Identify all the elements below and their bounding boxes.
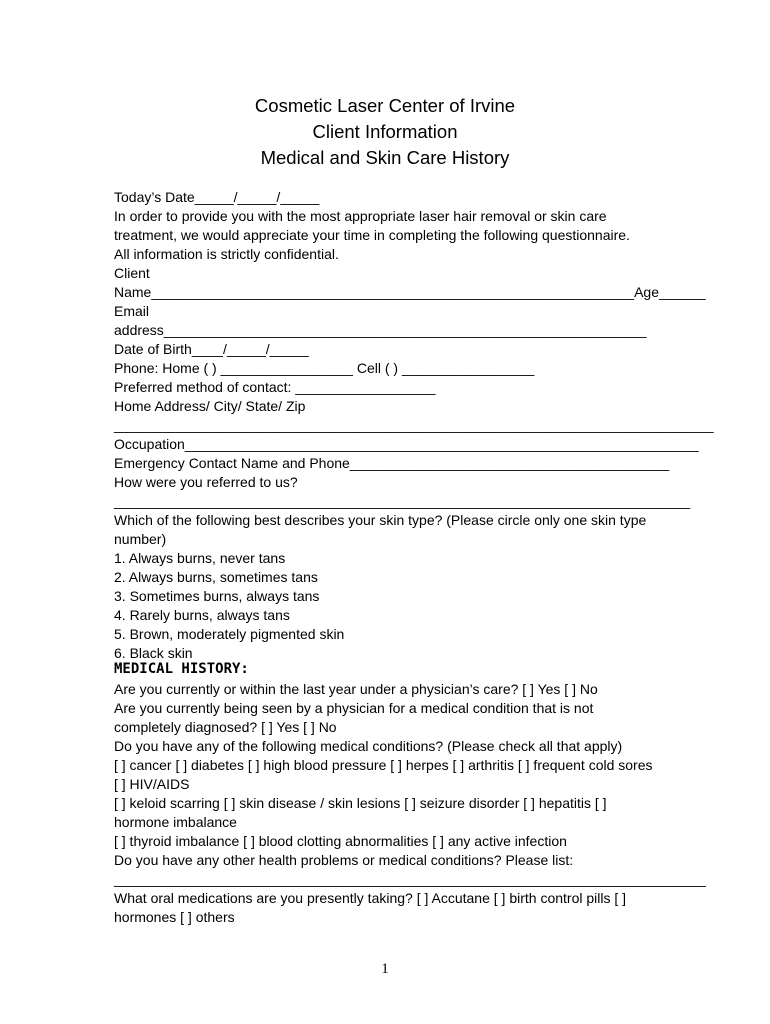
- intro-text: All information is strictly confidential.: [114, 246, 339, 262]
- skin-type-question: number): [114, 531, 167, 547]
- occupation-field: Occupation__________________________________________________________________: [114, 436, 699, 452]
- medical-question: Do you have any of the following medical conditions? (Please check all that apply): [114, 738, 623, 754]
- medical-question: Are you currently being seen by a physician for a medical condition that is not: [114, 700, 594, 716]
- intro-text: treatment, we would appreciate your time in completing the following questionnaire.: [114, 227, 630, 243]
- home-address-blank: _____________________________________________________________________________: [114, 417, 714, 433]
- condition-checklist: [ ] keloid scarring [ ] skin disease / skin lesions [ ] seizure disorder [ ] hepatitis [ ]: [114, 795, 607, 811]
- skin-type-option: 2. Always burns, sometimes tans: [114, 569, 318, 585]
- medical-question: Do you have any other health problems or medical conditions? Please list:: [114, 852, 574, 868]
- page-number: 1: [381, 961, 389, 977]
- intro-text: In order to provide you with the most appropriate laser hair removal or skin care: [114, 208, 607, 224]
- clinic-title: Cosmetic Laser Center of Irvine: [254, 95, 516, 116]
- referral-question: How were you referred to us?: [114, 474, 298, 490]
- preferred-contact-field: Preferred method of contact: __________________: [114, 379, 436, 395]
- condition-checklist: [ ] thyroid imbalance [ ] blood clotting abnormalities [ ] any active infection: [114, 833, 567, 849]
- skin-type-option: 1. Always burns, never tans: [114, 550, 286, 566]
- medications-question: What oral medications are you presently taking? [ ] Accutane [ ] birth control pills [ ]: [114, 890, 627, 906]
- name-age-field: Name______________________________________________________________Age______: [114, 284, 706, 300]
- medical-question: completely diagnosed? [ ] Yes [ ] No: [114, 719, 337, 735]
- form-subtitle: Medical and Skin Care History: [260, 147, 510, 168]
- medical-history-heading: MEDICAL HISTORY:: [114, 661, 249, 677]
- skin-type-question: Which of the following best describes your skin type? (Please circle only one skin type: [114, 512, 647, 528]
- condition-checklist: [ ] HIV/AIDS: [114, 776, 190, 792]
- todays-date-field: Today’s Date_____/_____/_____: [114, 189, 320, 205]
- skin-type-option: 5. Brown, moderately pigmented skin: [114, 626, 345, 642]
- medications-question: hormones [ ] others: [114, 909, 235, 925]
- skin-type-option: 4. Rarely burns, always tans: [114, 607, 290, 623]
- skin-type-option: 3. Sometimes burns, always tans: [114, 588, 320, 604]
- date-of-birth-field: Date of Birth____/_____/_____: [114, 341, 309, 357]
- emergency-contact-field: Emergency Contact Name and Phone_________________________________________: [114, 455, 670, 471]
- form-title: Client Information: [312, 121, 458, 142]
- phone-field: Phone: Home ( ) _________________ Cell ( ) _________________: [114, 360, 535, 376]
- skin-type-option: 6. Black skin: [114, 645, 193, 661]
- client-label: Client: [114, 265, 150, 281]
- referral-blank: __________________________________________________________________________: [114, 493, 691, 509]
- email-address-field: address______________________________________________________________: [114, 322, 647, 338]
- email-label: Email: [114, 303, 150, 319]
- condition-checklist: [ ] cancer [ ] diabetes [ ] high blood pressure [ ] herpes [ ] arthritis [ ] frequent cold sores: [114, 757, 653, 773]
- condition-checklist: hormone imbalance: [114, 814, 237, 830]
- home-address-label: Home Address/ City/ State/ Zip: [114, 398, 306, 414]
- medical-question: Are you currently or within the last year under a physician’s care? [ ] Yes [ ] No: [114, 681, 598, 697]
- health-problems-blank: ____________________________________________________________________________: [114, 871, 706, 887]
